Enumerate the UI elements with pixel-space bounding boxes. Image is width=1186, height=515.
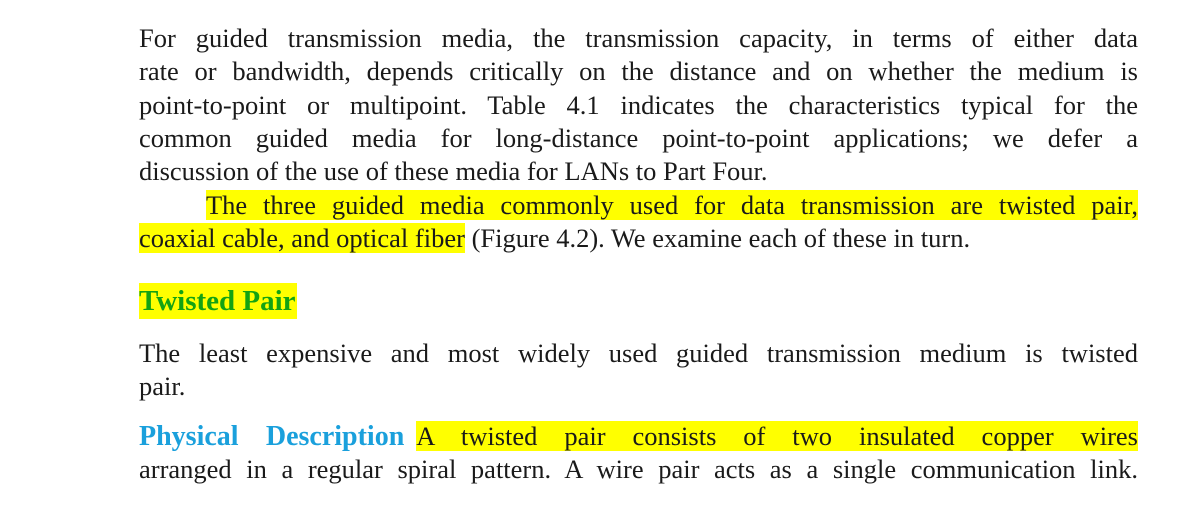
section-heading-twisted-pair: Twisted Pair: [139, 285, 296, 317]
text-line: [139, 189, 1138, 222]
highlighted-text: A twisted pair consists of two insulated copper wires: [416, 421, 1138, 451]
subsection-heading-physical-description: Physical Description: [139, 421, 405, 452]
text-line: rate or bandwidth, depends critically on the distance and on whether the medium is: [139, 56, 1138, 87]
text-line: The least expensive and most widely used guided transmission medium is twisted: [139, 338, 1138, 368]
text-line: point-to-point or multipoint. Table 4.1 indicates the characteristics typical for the: [139, 89, 1138, 120]
text-line: [139, 420, 1138, 453]
text-line: arranged in a regular spiral pattern. A wire pair acts as a single communication link.: [139, 454, 1138, 485]
paragraph-guided-media: [139, 189, 1138, 256]
text-line: [139, 222, 1138, 255]
plain-text: (Figure 4.2). We examine each of these in turn.: [464, 222, 971, 253]
highlighted-text: coaxial cable, and optical fiber: [139, 222, 465, 253]
text-line: For guided transmission media, the transmission capacity, in terms of either data: [139, 23, 1138, 53]
text-line: discussion of the use of these media for LANs to Part Four.: [139, 156, 768, 187]
text-line: pair.: [139, 371, 186, 402]
paragraph-twisted-pair-intro: [139, 337, 1138, 404]
text-line: common guided media for long-distance point-to-point applications; we defer a: [139, 122, 1138, 153]
highlighted-text: The three guided media commonly used for data transmission are twisted pair,: [206, 189, 1138, 220]
paragraph-intro: [139, 22, 1138, 188]
paragraph-physical-description: [139, 420, 1138, 487]
